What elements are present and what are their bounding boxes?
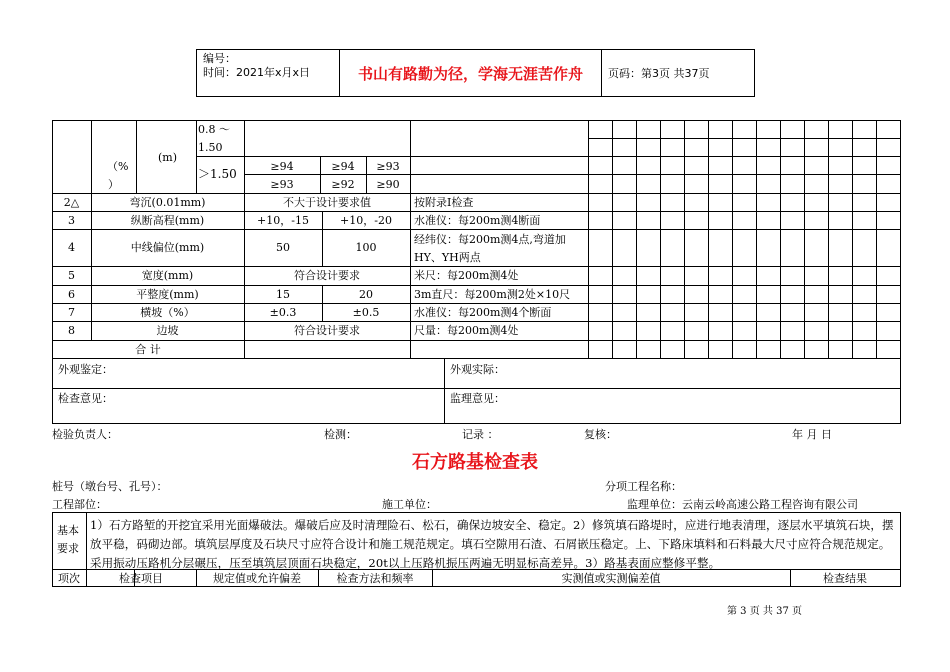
range-label: ＞1.50 <box>198 167 237 181</box>
row-no: 2△ <box>63 196 80 209</box>
row-spec-b: +10，-20 <box>340 214 392 227</box>
col-header-item: 检查项目 <box>119 572 163 585</box>
row-spec: 符合设计要求 <box>294 269 360 282</box>
row-method: 按附录Ⅰ检查 <box>414 196 474 209</box>
recorder-label: 记录 ： <box>462 428 499 441</box>
appearance-check-label: 外观鉴定： <box>58 363 113 376</box>
value-cell: ≥94 <box>331 160 355 173</box>
header-motto: 书山有路勤为径，学海无涯苦作舟 <box>340 50 602 96</box>
sub-project-label: 分项工程名称： <box>605 480 682 493</box>
unit-label: （% <box>107 160 129 173</box>
row-no: 6 <box>68 288 75 301</box>
requirements-text: 1）石方路堑的开挖宜采用光面爆破法。爆破后应及时清理险石、松石，确保边坡安全、稳定。2）修筑填石路堤时，应进行地表清理，逐层水平填筑石块，摆放平稳，码砌边部。填筑层厚度及石块尺寸应符合设计和施工规范规定。填石空隙用石渣、石屑嵌压稳定。上、下路床填料和石料最大尺寸应符合规范规定。采用振动压路机分层碾压，压至填筑层顶面石块稳定，20t以上压路机振压两遍无明显标高差异。3）路基表面应整修平整。 <box>90 518 894 570</box>
row-method: 3m直尺：每200m测2处×10尺 <box>414 288 571 301</box>
row-method: 尺量：每200m测4处 <box>414 324 519 337</box>
page-footer: 第 3 页 共 37 页 <box>727 606 802 617</box>
location-label: 工程部位： <box>52 498 107 511</box>
row-spec-b: ±0.5 <box>352 306 380 319</box>
row-spec-b: 20 <box>359 288 373 301</box>
value-cell: ≥92 <box>331 178 355 191</box>
row-spec-a: 15 <box>276 288 290 301</box>
row-spec-a: 50 <box>276 241 290 254</box>
total-label: 合 计 <box>135 343 161 356</box>
value-cell: ≥94 <box>270 160 294 173</box>
reviewer-label: 复核： <box>584 428 617 441</box>
value-cell: ≥90 <box>376 178 400 191</box>
row-spec-a: ±0.3 <box>269 306 297 319</box>
header-meta <box>197 50 340 96</box>
row-method: 米尺：每200m测4处 <box>414 269 519 282</box>
row-spec: 符合设计要求 <box>294 324 360 337</box>
range-label: 0.8 ～ <box>198 123 230 136</box>
row-item: 弯沉(0.01mm) <box>129 196 206 209</box>
row-no: 8 <box>68 324 75 337</box>
row-spec-b: 100 <box>355 241 377 254</box>
responsible-label: 检验负责人： <box>52 428 118 441</box>
unit-label: ） <box>108 178 119 191</box>
row-no: 5 <box>68 269 75 282</box>
col-header-spec: 规定值或允许偏差 <box>213 572 301 585</box>
row-item: 边坡 <box>156 324 179 337</box>
row-item: 中线偏位(mm) <box>130 241 205 254</box>
unit-label: (m) <box>158 151 178 164</box>
row-method: 经纬仪：每200m测4点,弯道加 <box>414 233 566 246</box>
col-header-measured: 实测值或实测偏差值 <box>561 572 661 585</box>
row-spec: 不大于设计要求值 <box>283 196 371 209</box>
construction-unit-label: 施工单位： <box>382 498 437 511</box>
row-method: HY、YH两点 <box>414 251 481 264</box>
requirements-label: 基本 <box>57 524 79 537</box>
range-label: 1.50 <box>198 141 223 154</box>
value-cell: ≥93 <box>270 178 294 191</box>
value-cell: ≥93 <box>376 160 400 173</box>
row-item: 纵断高程(mm) <box>130 214 205 227</box>
row-no: 3 <box>68 214 75 227</box>
row-spec-a: +10，-15 <box>257 214 309 227</box>
col-header-method: 检查方法和频率 <box>336 572 414 585</box>
col-header-result: 检查结果 <box>823 572 867 585</box>
row-method: 水准仪：每200m测4断面 <box>414 214 541 227</box>
supervision-unit-label: 监理单位：云南云岭高速公路工程咨询有限公司 <box>627 498 858 511</box>
col-header-no: 项次 <box>58 572 80 585</box>
form-title: 石方路基检查表 <box>412 452 538 473</box>
row-no: 4 <box>68 241 75 254</box>
page-header <box>196 49 755 97</box>
requirements-label: 要求 <box>57 542 79 555</box>
header-page-number: 页码：第3页 共37页 <box>608 67 710 80</box>
row-no: 7 <box>68 306 75 319</box>
row-method: 水准仪：每200m测4个断面 <box>414 306 552 319</box>
row-item: 平整度(mm) <box>136 288 199 301</box>
date-label: 时间：2021年x月x日 <box>203 66 311 79</box>
date-label: 年 月 日 <box>792 428 832 441</box>
supervision-opinion-label: 监理意见： <box>450 392 505 405</box>
row-item: 横坡（%） <box>140 306 195 319</box>
appearance-actual-label: 外观实际： <box>450 363 505 376</box>
inspector-label: 检测： <box>324 428 357 441</box>
pile-no-label: 桩号（墩台号、孔号）： <box>52 480 168 493</box>
inspection-opinion-label: 检查意见： <box>58 392 113 405</box>
row-item: 宽度(mm) <box>141 269 194 282</box>
code-label: 编号： <box>203 52 236 65</box>
